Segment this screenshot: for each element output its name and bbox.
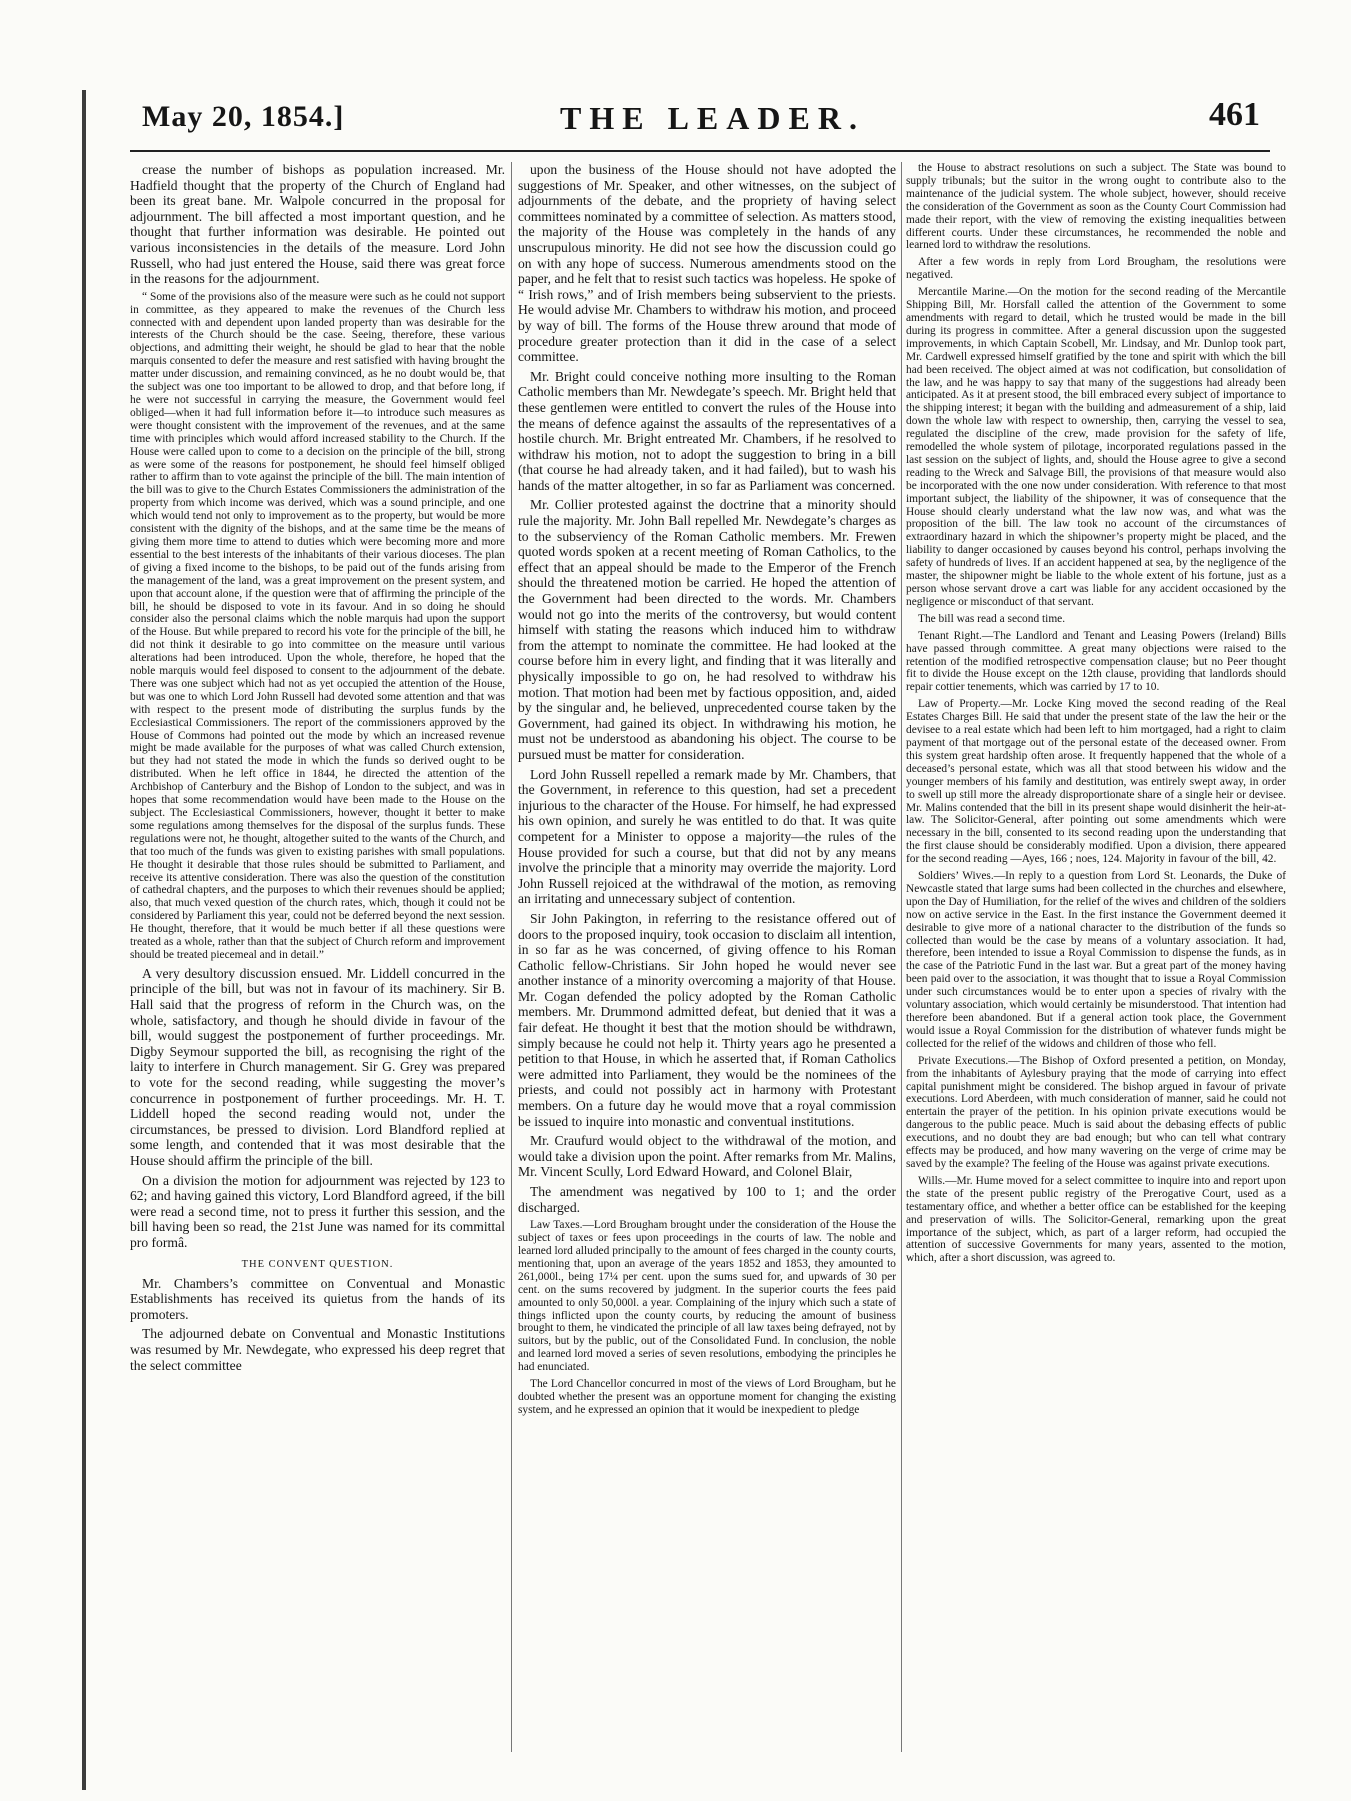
paragraph: The amendment was negatived by 100 to 1; and the order discharged. bbox=[518, 1184, 896, 1215]
paragraph: the House to abstract resolutions on such a subject. The State was bound to supply tribunals; but the suitor in the wrong ought to contribute also to the maintenance of the judicial system. The whole subject, however, should receive the consideration of the Government as soon as the County Court Commission had made their report, with the view of removing the existing inequalities between different courts. Under these circumstances, he recommended the noble and learned lord to withdraw the resolutions. bbox=[906, 162, 1286, 252]
column-2 bbox=[518, 162, 896, 1762]
paragraph: Mr. Bright could conceive nothing more insulting to the Roman Catholic members than Mr. Newdegate’s speech. Mr. Bright held that these gentlemen were entitled to convert the rules of the House into the means of defence against the assaults of the representatives of a hostile church. Mr. Bright entreated Mr. Chambers, if he resolved to withdraw his motion, not to adopt the suggestion to bring in a bill (that course he had already taken, and it had failed), but to wash his hands of the matter altogether, in so far as Parliament was concerned. bbox=[518, 368, 896, 493]
paragraph: Mr. Collier protested against the doctrine that a minority should rule the majority. Mr. John Ball repelled Mr. Newdegate’s charges as to the subserviency of the Roman Catholic members. Mr. Frewen quoted words spoken at a recent meeting of Roman Catholics, to the effect that an appeal should be made to the Emperor of the French should the threatened motion be carried. He hoped the attention of the Government had been directed to the words. Mr. Chambers would not go into the merits of the controversy, but would content himself with stating the reasons which induced him to withdraw from the attempt to nominate the committee. He had looked at the course before him in every light, and finding that it was literally and physically impossible to go on, he had resolved to withdraw his motion. That motion had been met by factious opposition, and, aided by the singular and, he believed, unprecedented course taken by the Government, had gained its object. In withdrawing his motion, he must not be understood as abandoning his object. The course to be pursued must be matter for consideration. bbox=[518, 497, 896, 762]
newspaper-title: THE LEADER. bbox=[560, 100, 865, 136]
column-1 bbox=[130, 162, 505, 1762]
paragraph: Wills.—Mr. Hume moved for a select committee to inquire into and report upon the state of the present public registry of the Prerogative Court, used as a testamentary office, and whether a better office can be established for the keeping and preservation of wills. The Solicitor-General, remarking upon the great importance of the subject, which, as part of a larger reform, had occupied the attention of successive Governments for many years, assented to the motion, which, after a short discussion, was agreed to. bbox=[906, 1174, 1286, 1265]
section-heading: THE CONVENT QUESTION. bbox=[241, 1258, 394, 1270]
quoted-speech: “ Some of the provisions also of the measure were such as he could not support in committee, as they appeared to make the revenues of the Church less connected with and dependent upon landed property than was desirable for the interests of the Church should be the case. Seeing, therefore, these various objections, and admitting their weight, he should be glad to hear that the noble marquis consented to defer the measure and rest satisfied with having brought the matter under discussion, and remaining convinced, as he no doubt would be, that the subject was one too important to be allowed to drop, and that before long, if he were not successful in carrying the measure, the Government would feel obliged—when it had full information before it—to introduce such measures as were thought consistent with the improvement of the revenues, and at the same time with principles which would afford increased stability to the Church. If the House were called upon to come to a decision on the principle of the bill, strong as were some of the reasons for postponement, he should feel himself obliged rather to affirm than to vote against the principle of the bill. The main intention of the bill was to give to the Church Estates Commissioners the administration of the property from which income was derived, which was a sound principle, and one which would tend not only to improvement as to the property, but would be more consistent with the dignity of the bishops, and at the same time be the means of giving them more time to attend to duties which were becoming more and more essential to the best interests of the inhabitants of their various dioceses. The plan of giving a fixed income to the bishops, to be paid out of the funds arising from the management of the land, was a great improvement on the present system, and upon that account alone, if the question were that of affirming the principle of the bill, he should be disposed to vote in its favour. And in so doing he should consider also the personal claims which the noble marquis had upon the support of the House. But while prepared to record his vote for the principle of the bill, he did not think it desirable to go into committee on the measure until various alterations had been introduced. Upon the whole, therefore, he hoped that the noble marquis would feel disposed to consent to the adjournment of the debate. There was one subject which had not as yet occupied the attention of the House, but was one to which Lord John Russell had devoted some attention and that was with respect to the present mode of distributing the surplus funds by the Ecclesiastical Commissioners. The report of the commissioners approved by the House of Commons had pointed out the mode by which an increased revenue might be made available for the purposes of what was called Church extension, but they had not stated the mode in which the funds so derived ought to be distributed. When he left office in 1844, he directed the attention of the Archbishop of Canterbury and the Bishop of London to the subject, and was in hopes that some recommendation would have been made to the House on the subject. The Ecclesiastical Commissioners, however, thought it better to make some regulations among themselves for the disposal of the surplus funds. These regulations were not, he thought, altogether suited to the wants of the Church, and that too much of the funds was given to existing parishes with small populations. He thought it desirable that those rules should be submitted to Parliament, and receive its attentive consideration. There was also the question of the constitution of cathedral chapters, and the purposes to which their revenues should be applied; also, that much vexed question of the church rates, which, though it could not be considered by Parliament this year, could not be deferred beyond the next session. He thought, therefore, that it would be much better if all these questions were treated as a whole, rather than that the subject of Church reform and improvement should be treated piecemeal and in detail.” bbox=[130, 290, 505, 961]
paragraph: upon the business of the House should not have adopted the suggestions of Mr. Speaker, and other witnesses, on the subject of adjournments of the debate, and the propriety of having select committees nominated by a committee of selection. As matters stood, the majority of the House was completely in the hands of any unscrupulous minority. He did not see how the discussion could go on with any hope of success. Numerous amendments stood on the paper, and he felt that to resist such tactics was hopeless. He spoke of “ Irish rows,” and of Irish members being subservient to the priests. He would advise Mr. Chambers to withdraw his motion, and proceed by way of bill. The forms of the House threw around that mode of procedure greater protection than it did in the case of a select committee. bbox=[518, 162, 896, 365]
paragraph: Tenant Right.—The Landlord and Tenant and Leasing Powers (Ireland) Bills have passed through committee. A great many objections were raised to the retention of the modified retrospective compensation clause; but no Peer thought fit to divide the House except on the 12th clause, providing that landlords should repair cottier tenements, which was carried by 17 to 10. bbox=[906, 629, 1286, 694]
masthead bbox=[90, 96, 1270, 154]
paragraph: The bill was read a second time. bbox=[918, 612, 1066, 625]
column-divider bbox=[901, 162, 902, 1752]
paragraph: Lord John Russell repelled a remark made by Mr. Chambers, that the Government, in reference to this question, had set a precedent injurious to the character of the House. For himself, he had expressed his own opinion, and surely he was entitled to do that. It was quite competent for a Minister to oppose a majority—the rules of the House provided for such a course, but that did not by any means involve the principle that a minority may override the majority. Lord John Russell rejoiced at the withdrawal of the motion, as removing an irritating and unnecessary subject of contention. bbox=[518, 766, 896, 907]
column-3 bbox=[906, 162, 1286, 1762]
paragraph: A very desultory discussion ensued. Mr. Liddell concurred in the principle of the bill, but was not in favour of its machinery. Sir B. Hall said that the progress of reform in the Church was, on the whole, satisfactory, and though he should divide in favour of the bill, would suggest the postponement of further proceedings. Mr. Digby Seymour supported the bill, as recognising the right of the laity to interfere in Church management. Sir G. Grey was prepared to vote for the second reading, while suggesting the mover’s concurrence in postponement of further proceedings. Mr. H. T. Liddell hoped the second reading would not, under the circumstances, be pressed to division. Lord Blandford replied at some length, and contended that it was most desirable that the House should affirm the principle of the bill. bbox=[130, 965, 505, 1168]
paragraph: Law of Property.—Mr. Locke King moved the second reading of the Real Estates Charges Bill. He said that under the present state of the law the heir or the devisee to a real estate which had been left to him mortgaged, had a right to claim payment of that mortgage out of the personal estate of the deceased owner. From this system great hardship often arose. It frequently happened that the whole of a deceased’s personal estate, which was all that stood between his widow and the younger members of his family and destitution, was entirely swept away, in order to swell up still more the already disproportionate share of a single heir or devisee. Mr. Malins contended that the bill in its present shape would disinherit the heir-at-law. The Solicitor-General, after pointing out some amendments which were necessary in the bill, consented to its second reading upon the understanding that the first clause should be considerably modified. Upon a division, there appeared for the second reading —Ayes, 166 ; noes, 124. Majority in favour of the bill, 42. bbox=[906, 698, 1286, 866]
paragraph: Mr. Craufurd would object to the withdrawal of the motion, and would take a division upon the point. After remarks from Mr. Malins, Mr. Vincent Scully, Lord Edward Howard, and Colonel Blair, bbox=[518, 1133, 896, 1180]
paragraph: The Lord Chancellor concurred in most of the views of Lord Brougham, but he doubted whether the present was an opportune moment for changing the existing system, and he expressed an opinion that it would be inexpedient to pledge bbox=[518, 1378, 896, 1416]
issue-date: May 20, 1854.] bbox=[142, 100, 345, 133]
paragraph: Soldiers’ Wives.—In reply to a question from Lord St. Leonards, the Duke of Newcastle stated that large sums had been collected in the churches and elsewhere, upon the Day of Humiliation, for the relief of the wives and children of the soldiers now on active service in the East. In the first instance the Government deemed it desirable to give more of a national character to the distribution of the funds so collected than would be the case by means of a voluntary association. It had, therefore, been intended to issue a Royal Commission to dispense the funds, as in the case of the Patriotic Fund in the last war. But a great part of the money having been paid over to the association, it was thought that to issue a Royal Commission under such circumstances would be to enter upon a species of rivalry with the voluntary association, which would certainly be misunderstood. That intention had therefore been abandoned. But if a general action took place, the Government would issue a Royal Commission for the distribution of whatever funds might be collected for the relief of the widows and children of those who fell. bbox=[906, 870, 1286, 1050]
left-edge-rule bbox=[82, 90, 86, 1790]
paragraph: Law Taxes.—Lord Brougham brought under the consideration of the House the subject of taxes or fees upon proceedings in the courts of law. The noble and learned lord alluded principally to the amount of fees charged in the county courts, mentioning that, upon an average of the years 1852 and 1853, they amounted to 261,000l., being 17¼ per cent. upon the sums sued for, and upwards of 30 per cent. on the sums recovered by judgment. In the superior courts the fees paid amounted to only 50,000l. a year. Complaining of the injury which such a state of things inflicted upon the county courts, by reducing the amount of business brought to them, he vindicated the principle of all law taxes being defrayed, not by suitors, but by the public, out of the Consolidated Fund. In conclusion, the noble and learned lord moved a series of seven resolutions, embodying the principles he had enunciated. bbox=[518, 1219, 896, 1374]
paragraph: Mercantile Marine.—On the motion for the second reading of the Mercantile Shipping Bill, Mr. Horsfall called the attention of the Government to some amendments with regard to detail, which he trusted would be made in the bill during its progress in committee. After a general discussion upon the suggested improvements, in which Captain Scobell, Mr. Lindsay, and Mr. Dunlop took part, Mr. Cardwell expressed himself gratified by the tone and spirit with which the bill had been received. The object aimed at was not codification, but consolidation of the law, and he was happy to say that many of the suggestions had already been anticipated. As it at present stood, the bill embraced every subject of importance to the shipping interest; it began with the building and admeasurement of a ship, laid down the whole law with respect to ownership, then, carrying the vessel to sea, regulated the discipline of the crew, made provision for the safety of life, remodelled the whole system of pilotage, incorporated regulations passed in the last session on the subject of lights, and, should the House agree to give a second reading to the Wreck and Salvage Bill, the provisions of that measure would also be incorporated with the one now under consideration. With reference to that most important subject, the liability of the shipowner, it was of consequence that the House should clearly understand what the law now was, and what was the proposition of the bill. The law took no account of the circumstances of extraordinary hazard in which the shipowner’s property might be placed, and the liability to danger occasioned by causes beyond his control, perhaps involving the safety of hundreds of lives. If an accident happened at sea, by the negligence of the master, the shipowner might be liable to the whole extent of his fortune, just as a person whose servant drove a cart was liable for any accident occasioned by the negligence or misconduct of that servant. bbox=[906, 286, 1286, 608]
paragraph: The adjourned debate on Conventual and Monastic Institutions was resumed by Mr. Newdegate, who expressed his deep regret that the select committee bbox=[130, 1326, 505, 1373]
paragraph: Mr. Chambers’s committee on Conventual and Monastic Establishments has received its quietus from the hands of its promoters. bbox=[130, 1275, 505, 1322]
masthead-rule bbox=[130, 150, 1270, 152]
paragraph: crease the number of bishops as population increased. Mr. Hadfield thought that the property of the Church of England had been its great bane. Mr. Walpole concurred in the proposal for adjournment. The bill affected a most important question, and he thought that further information was desirable. He pointed out various inconsistencies in the details of the measure. Lord John Russell, who had just entered the House, said there was great force in the reasons for the adjournment. bbox=[130, 162, 505, 287]
paragraph: Sir John Pakington, in referring to the resistance offered out of doors to the proposed inquiry, took occasion to disclaim all intention, in so far as he was concerned, of giving offence to his Roman Catholic fellow-Christians. Sir John hoped he would never see another instance of a minority overcoming a majority of that House. Mr. Cogan defended the policy adopted by the Roman Catholic members. Mr. Drummond admitted defeat, but denied that it was a fair defeat. He thought it best that the motion should be withdrawn, simply because he could not help it. Thirty years ago he presented a petition to that House, in which he asserted that, if Roman Catholics were admitted into Parliament, they would be the nominees of the priests, and could not possibly act in harmony with Protestant members. On a future day he would move that a royal commission be issued to inquire into monastic and conventual institutions. bbox=[518, 910, 896, 1129]
column-divider bbox=[511, 162, 512, 1752]
page-number: 461 bbox=[1209, 96, 1260, 133]
paragraph: After a few words in reply from Lord Brougham, the resolutions were negatived. bbox=[906, 256, 1286, 282]
paragraph: Private Executions.—The Bishop of Oxford presented a petition, on Monday, from the inhabitants of Aylesbury praying that the mode of carrying into effect capital punishment might be considered. The bishop argued in favour of private executions. Lord Aberdeen, with much consideration of manner, said he could not entertain the prayer of the petition. In his opinion private executions would be dangerous to the public peace. Much is said about the debasing effects of public executions, and no doubt they are bad enough; but who can tell what contrary effects may be produced, and how many wavering on the verge of crime may be saved by the example? The feeling of the House was against private executions. bbox=[906, 1054, 1286, 1170]
paragraph: On a division the motion for adjournment was rejected by 123 to 62; and having gained this victory, Lord Blandford agreed, if the bill were read a second time, not to press it further this session, and the bill having been so read, the 21st June was named for its committal pro formâ. bbox=[130, 1172, 505, 1250]
